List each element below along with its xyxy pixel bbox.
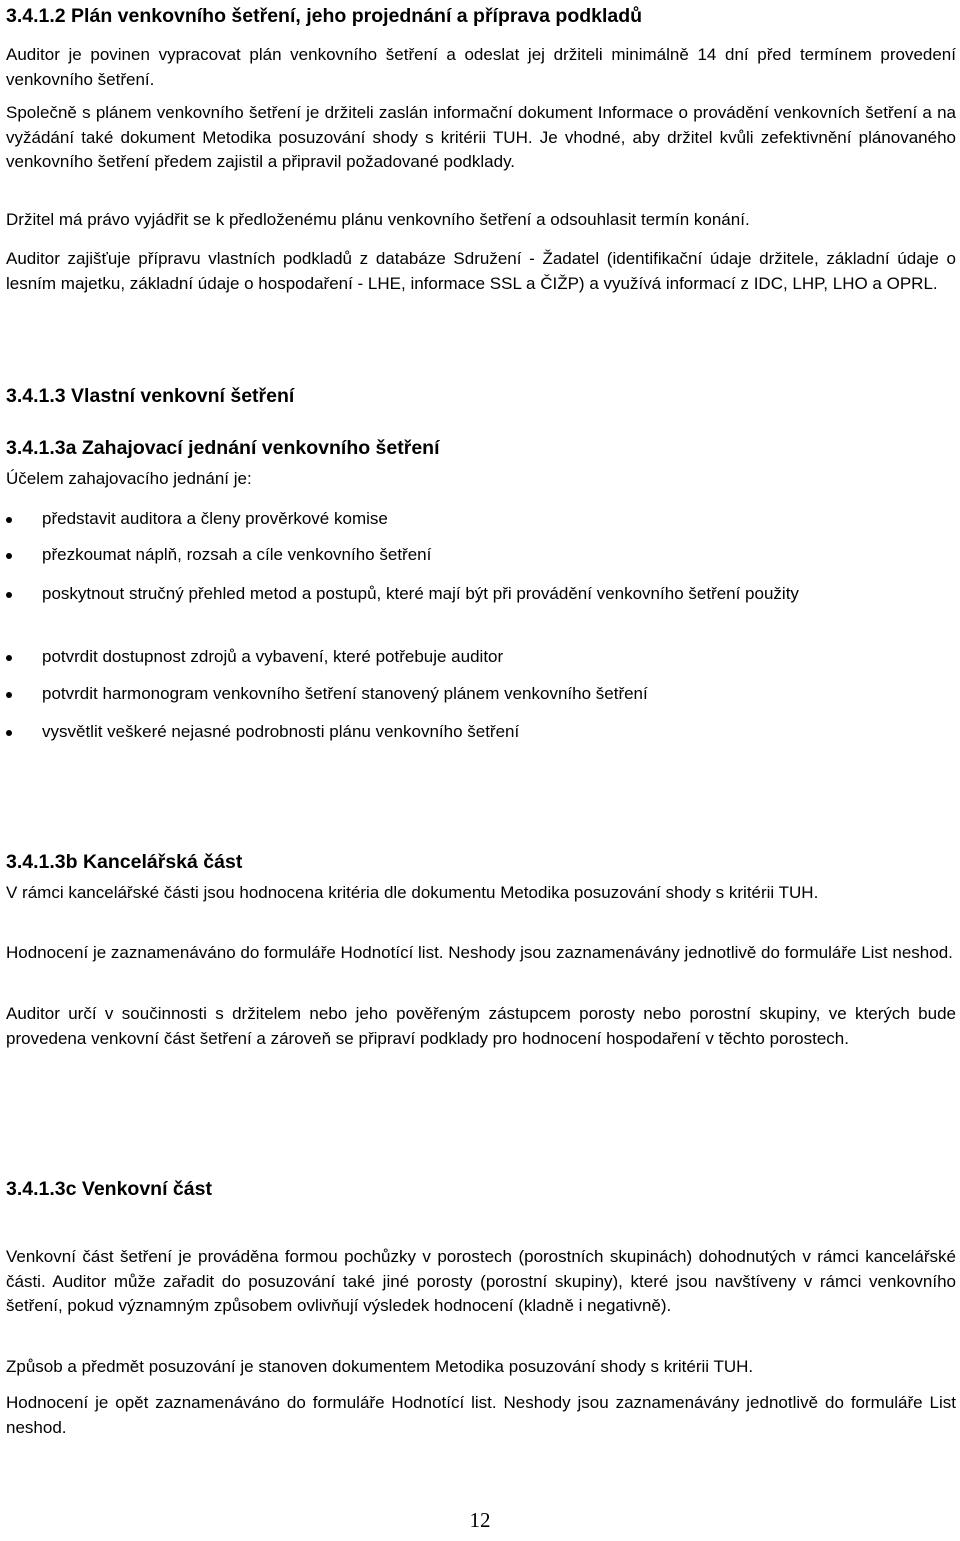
paragraph-field-evaluation: Hodnocení je opět zaznamenáváno do formuláře Hodnotící list. Neshody jsou zaznamenávány jednotlivě do formuláře List neshod. [6,1393,956,1437]
bullet-icon [6,692,12,698]
list-item-text: představit auditora a členy prověrkové komise [42,509,388,528]
paragraph-field-walk: Venkovní část šetření je prováděna formou pochůzky v porostech (porostních skupinách) dohodnutých v rámci kancelářské části. Auditor může zařadit do posuzování také jiné porosty (porostní skupiny), které jsou navštíveny v rámci venkovního šetření, pokud významným způsobem ovlivňují výsledek hodnocení (kladně i negativně). [6,1247,956,1315]
bullet-icon [6,553,12,559]
section-heading-3412: 3.4.1.2 Plán venkovního šetření, jeho projednání a příprava podkladů [6,5,643,27]
section-heading-3413a: 3.4.1.3a Zahajovací jednání venkovního šetření [6,437,440,459]
paragraph-plan-deadline: Auditor je povinen vypracovat plán venkovního šetření a odeslat jej držiteli minimálně 14 dní před termínem provedení venkovního šetření. [6,45,956,89]
paragraph-office-criteria: V rámci kancelářské části jsou hodnocena kritéria dle dokumentu Metodika posuzování shody s kritérii TUH. [6,883,819,902]
list-item-text: potvrdit harmonogram venkovního šetření stanovený plánem venkovního šetření [42,684,648,703]
list-item-text: potvrdit dostupnost zdrojů a vybavení, které potřebuje auditor [42,647,504,666]
paragraph-opening-purpose: Účelem zahajovacího jednání je: [6,469,252,488]
section-heading-3413: 3.4.1.3 Vlastní venkovní šetření [6,385,295,407]
bullet-icon [6,592,12,598]
paragraph-office-stands: Auditor určí v součinnosti s držitelem nebo jeho pověřeným zástupcem porosty nebo porostní skupiny, ve kterých bude provedena venkovní část šetření a zároveň se připraví podklady pro hodnocení hospodaření v těchto porostech. [6,1004,956,1048]
section-heading-3413c: 3.4.1.3c Venkovní část [6,1178,212,1200]
section-heading-3413b: 3.4.1.3b Kancelářská část [6,851,243,873]
list-item-text: poskytnout stručný přehled metod a postupů, které mají být při provádění venkovního šetření použity [42,584,799,603]
bullet-icon [6,655,12,661]
paragraph-field-method: Způsob a předmět posuzování je stanoven dokumentem Metodika posuzování shody s kritérii TUH. [6,1357,754,1376]
bullet-icon [6,517,12,523]
paragraph-holder-rights: Držitel má právo vyjádřit se k předloženému plánu venkovního šetření a odsouhlasit termín konání. [6,210,750,229]
page-number: 12 [469,1508,491,1532]
list-item-text: vysvětlit veškeré nejasné podrobnosti plánu venkovního šetření [42,722,520,741]
paragraph-auditor-preparation: Auditor zajišťuje přípravu vlastních podkladů z databáze Sdružení - Žadatel (identifikační údaje držitele, základní údaje o lesním majetku, základní údaje o hospodaření - LHE, informace SSL a ČIŽP) a využívá informací z IDC, LHP, LHO a OPRL. [6,249,956,293]
paragraph-office-evaluation: Hodnocení je zaznamenáváno do formuláře Hodnotící list. Neshody jsou zaznamenávány jednotlivě do formuláře List neshod. [6,943,953,962]
list-item-text: přezkoumat náplň, rozsah a cíle venkovního šetření [42,545,432,564]
bullet-icon [6,730,12,736]
paragraph-info-document: Společně s plánem venkovního šetření je držiteli zaslán informační dokument Informace o provádění venkovních šetření a na vyžádání také dokument Metodika posuzování shody s kritérii TUH. Je vhodné, aby držitel kvůli zefektivnění plánovaného venkovního šetření předem zajistil a připravil požadované podklady. [6,103,956,171]
